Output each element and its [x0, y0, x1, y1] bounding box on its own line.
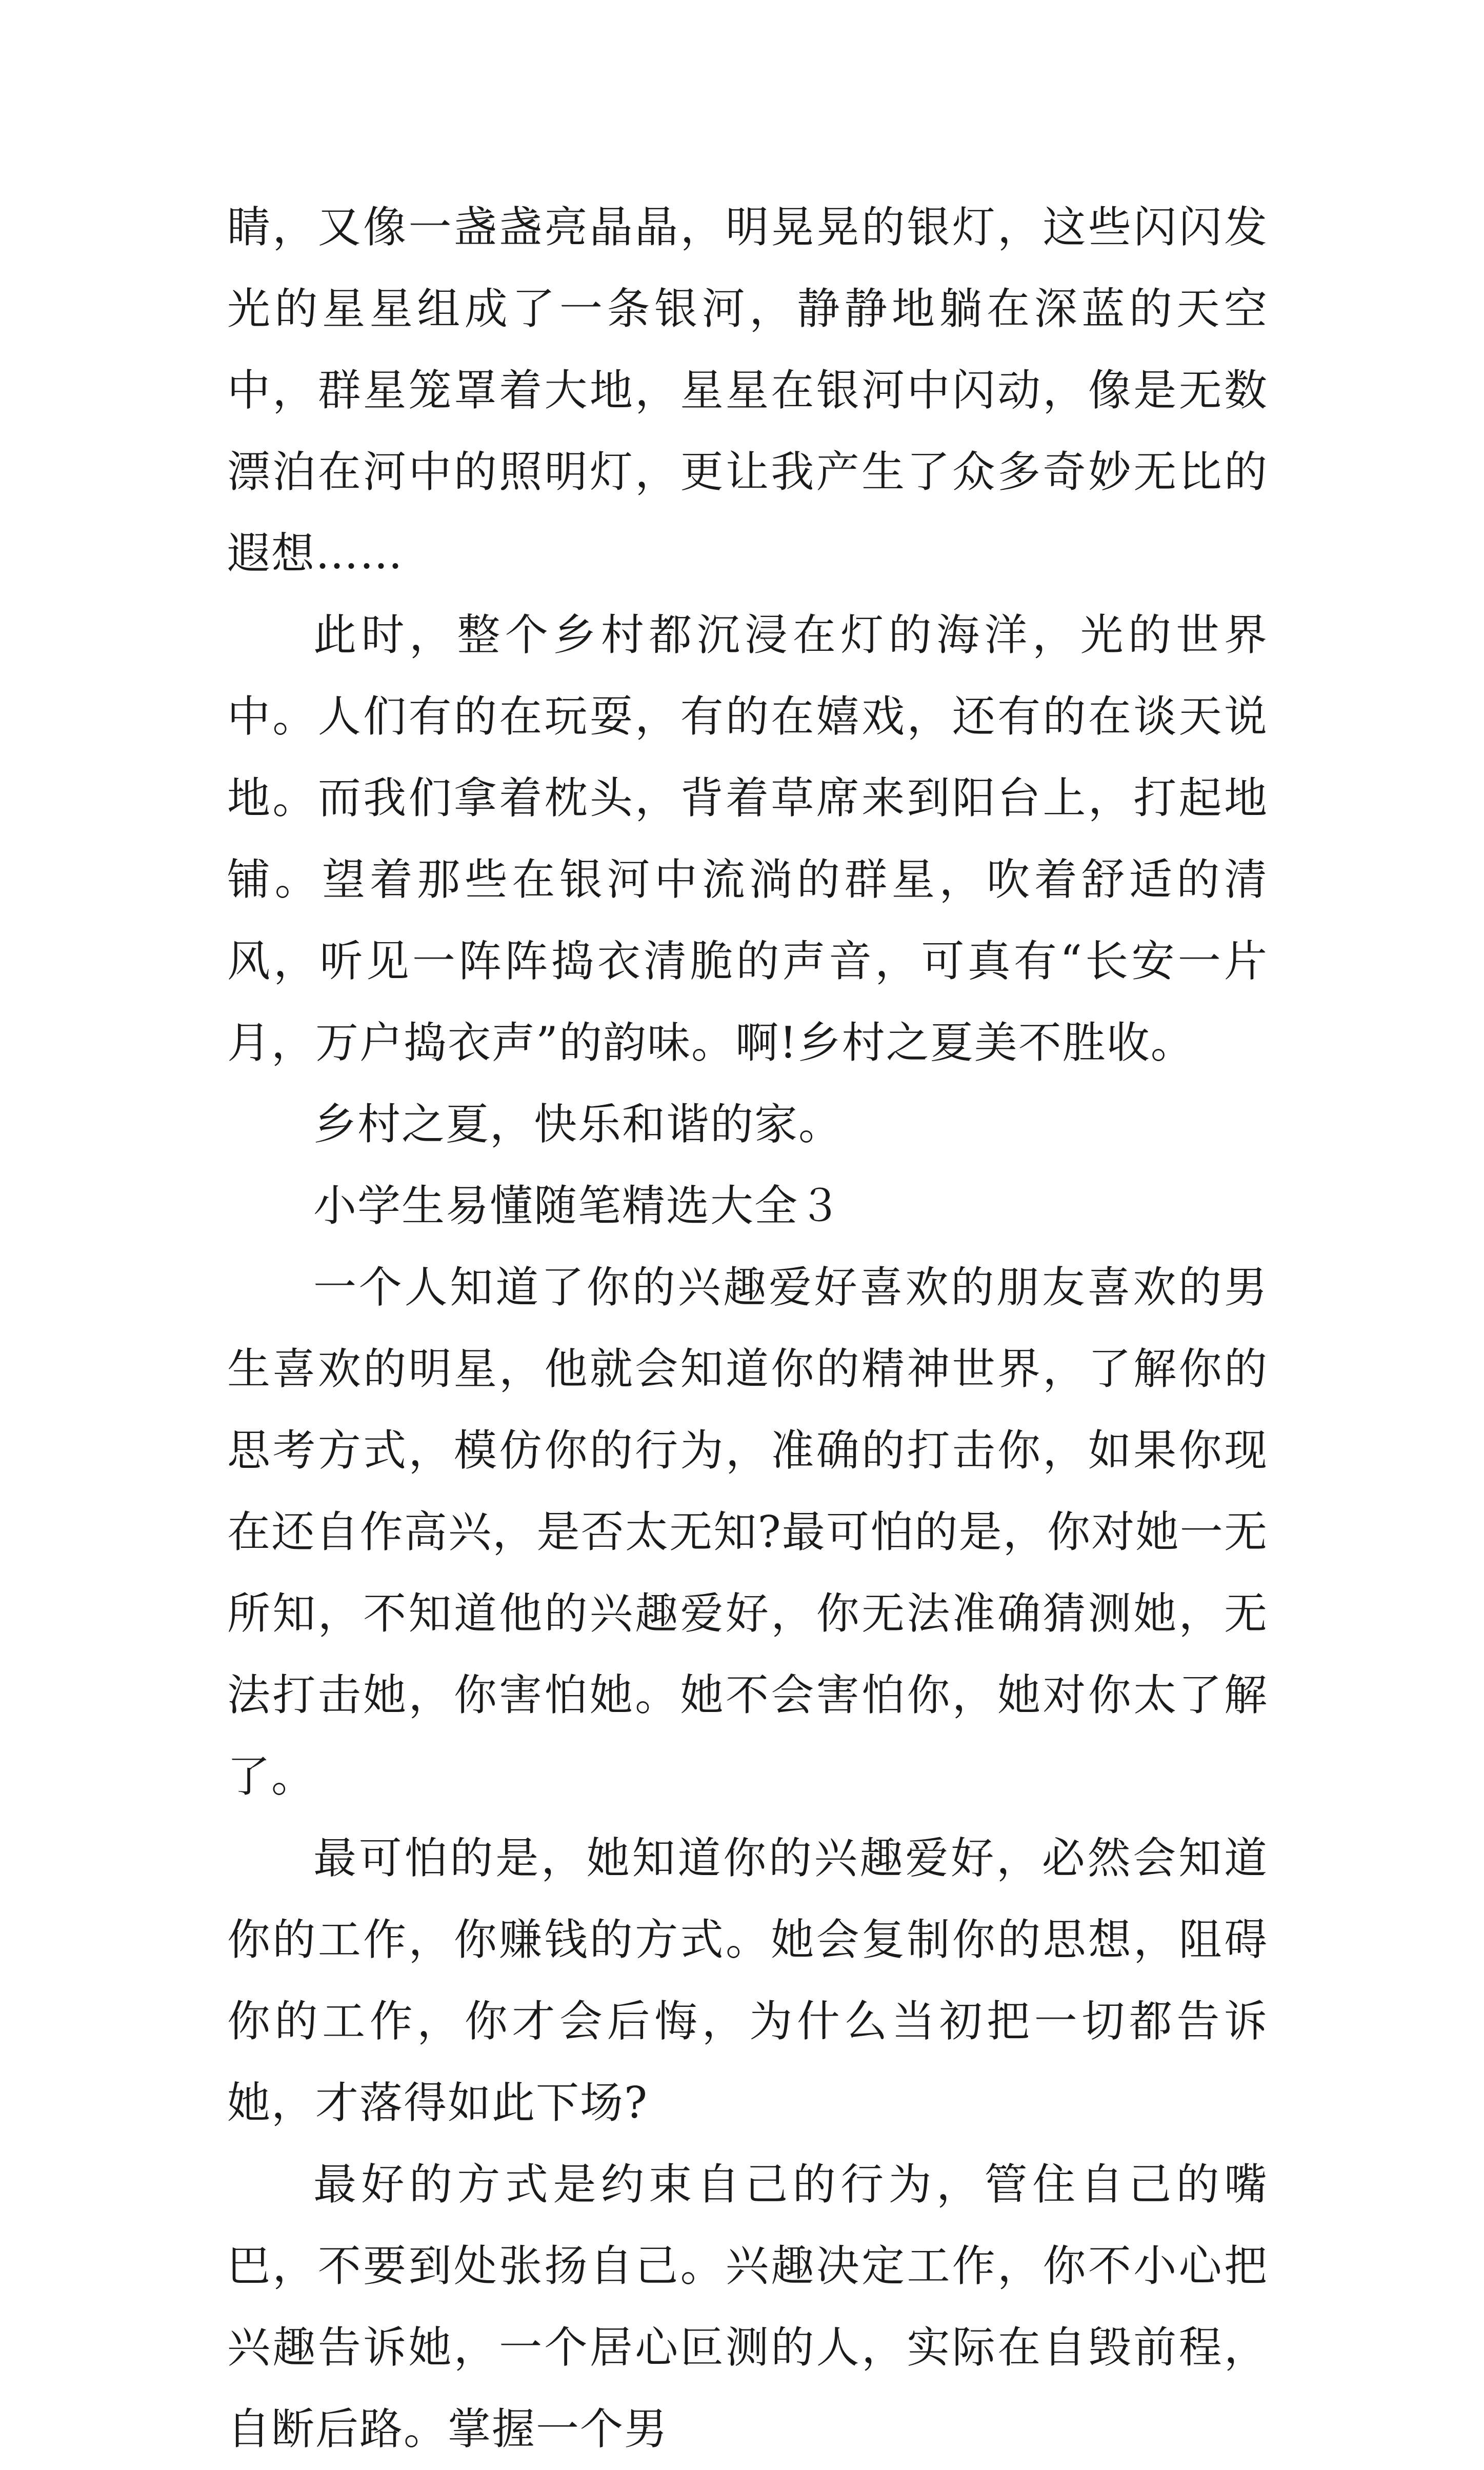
paragraph-5: 一个人知道了你的兴趣爱好喜欢的朋友喜欢的男生喜欢的明星，他就会知道你的精神世界，了解你的思考方式，模仿你的行为，准确的打击你，如果你现在还自作高兴，是否太无知?最可怕的是，你对她一无所知，不知道他的兴趣爱好，你无法准确猜测她，无法打击她，你害怕她。她不会害怕你，她对你太了解了。: [227, 1262, 1268, 1802]
paragraph-1: 睛，又像一盏盏亮晶晶，明晃晃的银灯，这些闪闪发光的星星组成了一条银河，静静地躺在深蓝的天空中，群星笼罩着大地，星星在银河中闪动，像是无数漂泊在河中的照明灯，更让我产生了众多奇妙无比的遐想……: [227, 202, 1268, 579]
paragraph-7: 最好的方式是约束自己的行为，管住自己的嘴巴，不要到处张扬自己。兴趣决定工作，你不小心把兴趣告诉她，一个居心叵测的人，实际在自毁前程，自断后路。掌握一个男: [227, 2159, 1268, 2454]
paragraph-2: 此时，整个乡村都沉浸在灯的海洋，光的世界中。人们有的在玩耍，有的在嬉戏，还有的在谈天说地。而我们拿着枕头，背着草席来到阳台上，打起地铺。望着那些在银河中流淌的群星，吹着舒适的清风，听见一阵阵捣衣清脆的声音，可真有“长安一片月，万户捣衣声”的韵味。啊!乡村之夏美不胜收。: [227, 610, 1268, 1068]
paragraph-6: 最可怕的是，她知道你的兴趣爱好，必然会知道你的工作，你赚钱的方式。她会复制你的思想，阻碍你的工作，你才会后悔，为什么当初把一切都告诉她，才落得如此下场?: [227, 1833, 1268, 2128]
paragraph-3: 乡村之夏，快乐和谐的家。: [313, 1099, 843, 1149]
section-heading: 小学生易懂随笔精选大全３: [313, 1181, 843, 1231]
document-body: [227, 187, 1268, 2470]
